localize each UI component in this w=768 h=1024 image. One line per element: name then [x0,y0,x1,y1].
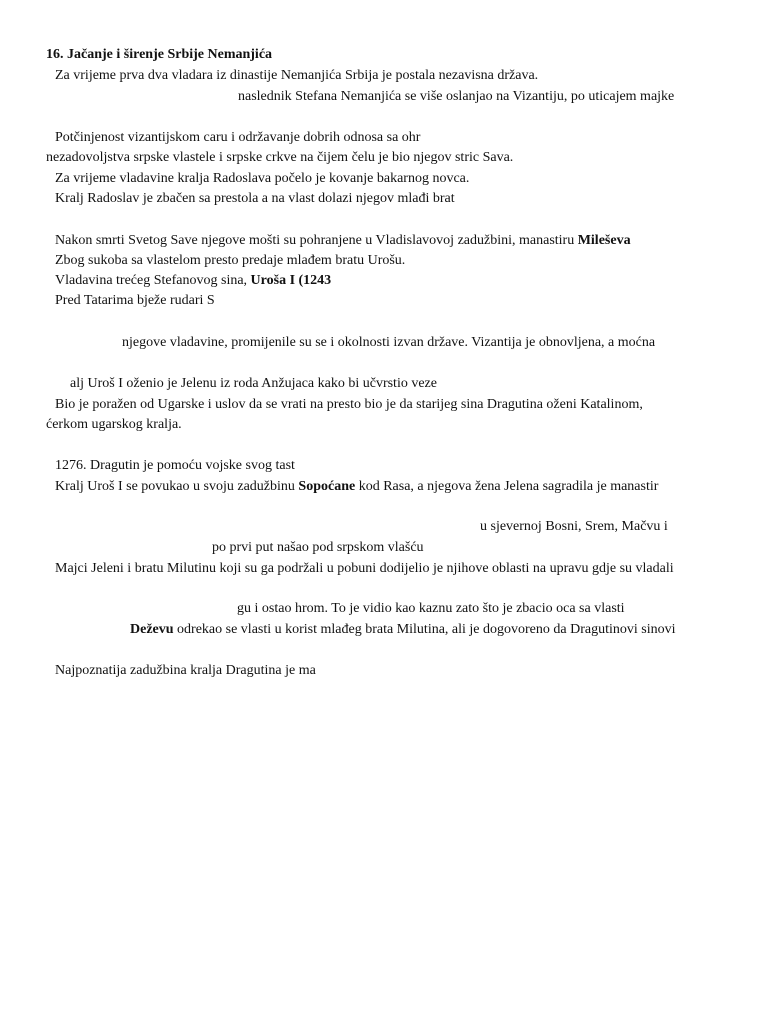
text-line: Bio je poražen od Ugarske i uslov da se vrati na presto bio je da starijeg sina Dragutina oženi Katalinom, [55,397,643,412]
bold-term: Sopoćane [298,479,356,494]
text-line: Pred Tatarima bježe rudari S [55,293,215,308]
text-segment: Nakon smrti Svetog Save njegove mošti su pohranjene u Vladislavovoj zadužbini, manastiru [55,233,578,248]
text-line: Za vrijeme prva dva vladara iz dinastije Nemanjića Srbija je postala nezavisna država. [55,68,539,83]
text-line [55,232,631,250]
text-line: u sjevernoj Bosni, Srem, Mačvu i [480,519,668,534]
bold-term: Deževu [130,622,174,637]
text-line: po prvi put našao pod srpskom vlašću [212,540,424,555]
text-line: naslednik Stefana Nemanjića se više oslanjao na Vizantiju, po uticajem majke [238,89,675,104]
text-line [55,478,658,496]
text-segment: Vladavina trećeg Stefanovog sina, [55,273,251,288]
text-segment: Kralj Uroš I se povukao u svoju zadužbinu [55,479,299,494]
text-line [130,621,676,639]
text-line: Za vrijeme vladavine kralja Radoslava počelo je kovanje bakarnog novca. [55,171,470,186]
text-line: Majci Jeleni i bratu Milutinu koji su ga podržali u pobuni dodijelio je njihove oblasti na upravu gdje su vladali [55,561,674,576]
text-line: gu i ostao hrom. To je vidio kao kaznu zato što je zbacio oca sa vlasti [237,601,625,616]
text-line: Zbog sukoba sa vlastelom presto predaje mlađem bratu Urošu. [55,253,406,268]
text-line: alj Uroš I oženio je Jelenu iz roda Anžujaca kako bi učvrstio veze [70,376,437,391]
text-segment: odrekao se vlasti u korist mlađeg brata Milutina, ali je dogovoreno da Dragutinovi sinovi [173,622,676,637]
bold-term: Uroša I (1243 [250,273,332,288]
text-line: nezadovoljstva srpske vlastele i srpske crkve na čijem čelu je bio njegov stric Sava. [46,150,514,165]
text-line: njegove vladavine, promijenile su se i okolnosti izvan države. Vizantija je obnovljena, a moćna [122,335,656,350]
text-segment: kod Rasa, a njegova žena Jelena sagradila je manastir [355,479,659,494]
text-line: ćerkom ugarskog kralja. [46,417,182,432]
text-line [55,272,331,290]
text-line: Kralj Radoslav je zbačen sa prestola a na vlast dolazi njegov mlađi brat [55,191,455,206]
text-line: Potčinjenost vizantijskom caru i održavanje dobrih odnosa sa ohr [55,130,421,145]
text-line: 1276. Dragutin je pomoću vojske svog tast [55,458,295,473]
section-title: 16. Jačanje i širenje Srbije Nemanjića [46,47,273,62]
text-line: Najpoznatija zadužbina kralja Dragutina je ma [55,663,316,678]
bold-term: Mileševa [577,233,631,248]
